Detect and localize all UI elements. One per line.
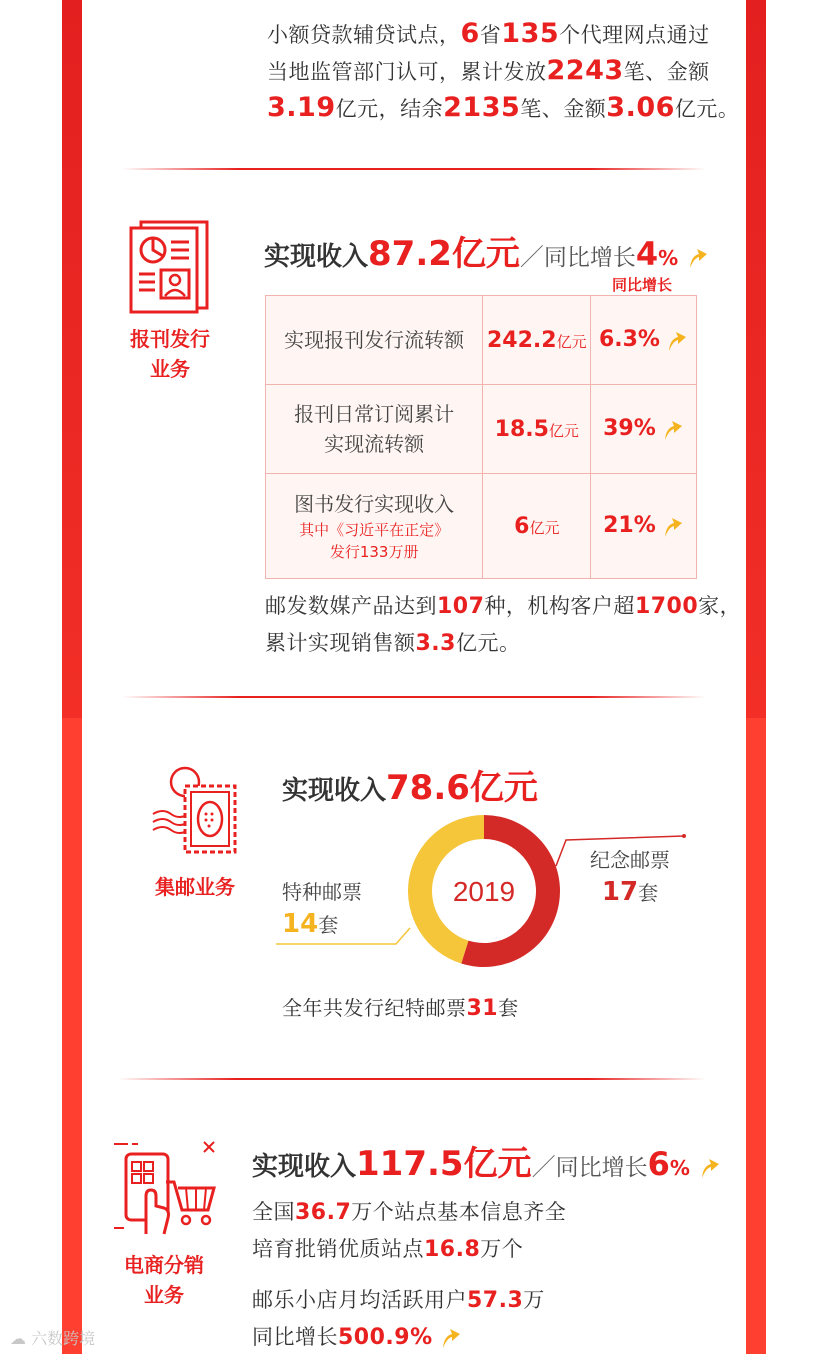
ecommerce-section-icon-block [106,1138,222,1310]
stamp-label: 集邮业务 [155,875,235,899]
stamp-section-icon-block [140,762,250,902]
stamp-donut-chart [404,811,564,971]
row-growth: 39% [591,385,697,474]
ecommerce-stats-block1: 全国36.7万个站点基本信息齐全 培育批销优质站点16.8万个 [252,1200,567,1262]
watermark-logo-icon: ☁ [10,1329,26,1348]
table-row [266,474,697,579]
growth-arrow-icon [662,418,684,442]
row-value: 18.5亿元 [483,385,591,474]
press-headline: 实现收入87.2亿元／同比增长4% [264,226,709,275]
ecommerce-headline: 实现收入117.5亿元／同比增长6% [252,1136,721,1185]
row-growth: 21% [591,474,697,579]
watermark: ☁ 六数跨境 [10,1329,96,1348]
loan-paragraph: 小额贷款辅贷试点，6省135个代理网点通过 当地监管部门认可，累计发放2243笔、金额 3.19亿元，结余2135笔、金额3.06亿元。 [267,18,740,123]
red-border-right-lower [746,718,766,1354]
growth-arrow-icon [699,1156,721,1180]
special-stamp-label: 特种邮票 14套 [282,880,362,939]
commemorative-stamp-label: 纪念邮票 17套 [590,848,670,907]
growth-arrow-icon [666,329,688,353]
newspaper-icon [127,218,213,316]
section-divider [122,168,706,170]
press-label-line1: 报刊发行 [130,327,210,351]
row-value: 6亿元 [483,474,591,579]
press-section-icon-block [112,218,228,384]
stamp-summary: 全年共发行纪特邮票31套 [282,996,519,1021]
ecommerce-label-line1: 电商分销 [124,1253,204,1277]
ecommerce-stats-block2: 邮乐小店月均活跃用户57.3万 同比增长500.9% [252,1288,545,1350]
row-label: 实现报刊发行流转额 [266,296,483,385]
row-value: 242.2亿元 [483,296,591,385]
press-stats-table [265,295,697,579]
press-label-line2: 业务 [150,357,190,381]
page-margin-left [0,0,62,1354]
row-growth: 6.3% [591,296,697,385]
growth-arrow-icon [440,1326,462,1350]
stamp-icon [149,762,241,860]
section-divider [122,696,706,698]
row-label: 报刊日常订阅累计 实现流转额 [266,385,483,474]
page-margin-right [766,0,828,1354]
press-summary: 邮发数媒产品达到107种，机构客户超1700家， 累计实现销售额3.3亿元。 [265,594,742,656]
growth-column-header: 同比增长 [612,276,673,294]
section-divider [118,1078,706,1080]
growth-arrow-icon [662,515,684,539]
stamp-headline: 实现收入78.6亿元 [282,768,538,808]
row-label: 图书发行实现收入 其中《习近平在正定》 发行133万册 [266,474,483,579]
donut-center-year: 2019 [452,876,516,907]
table-row [266,296,697,385]
shopping-cart-phone-icon [108,1138,220,1238]
red-border-left-lower [62,718,82,1354]
table-row [266,385,697,474]
growth-arrow-icon [687,246,709,270]
ecommerce-label-line2: 业务 [144,1283,184,1307]
